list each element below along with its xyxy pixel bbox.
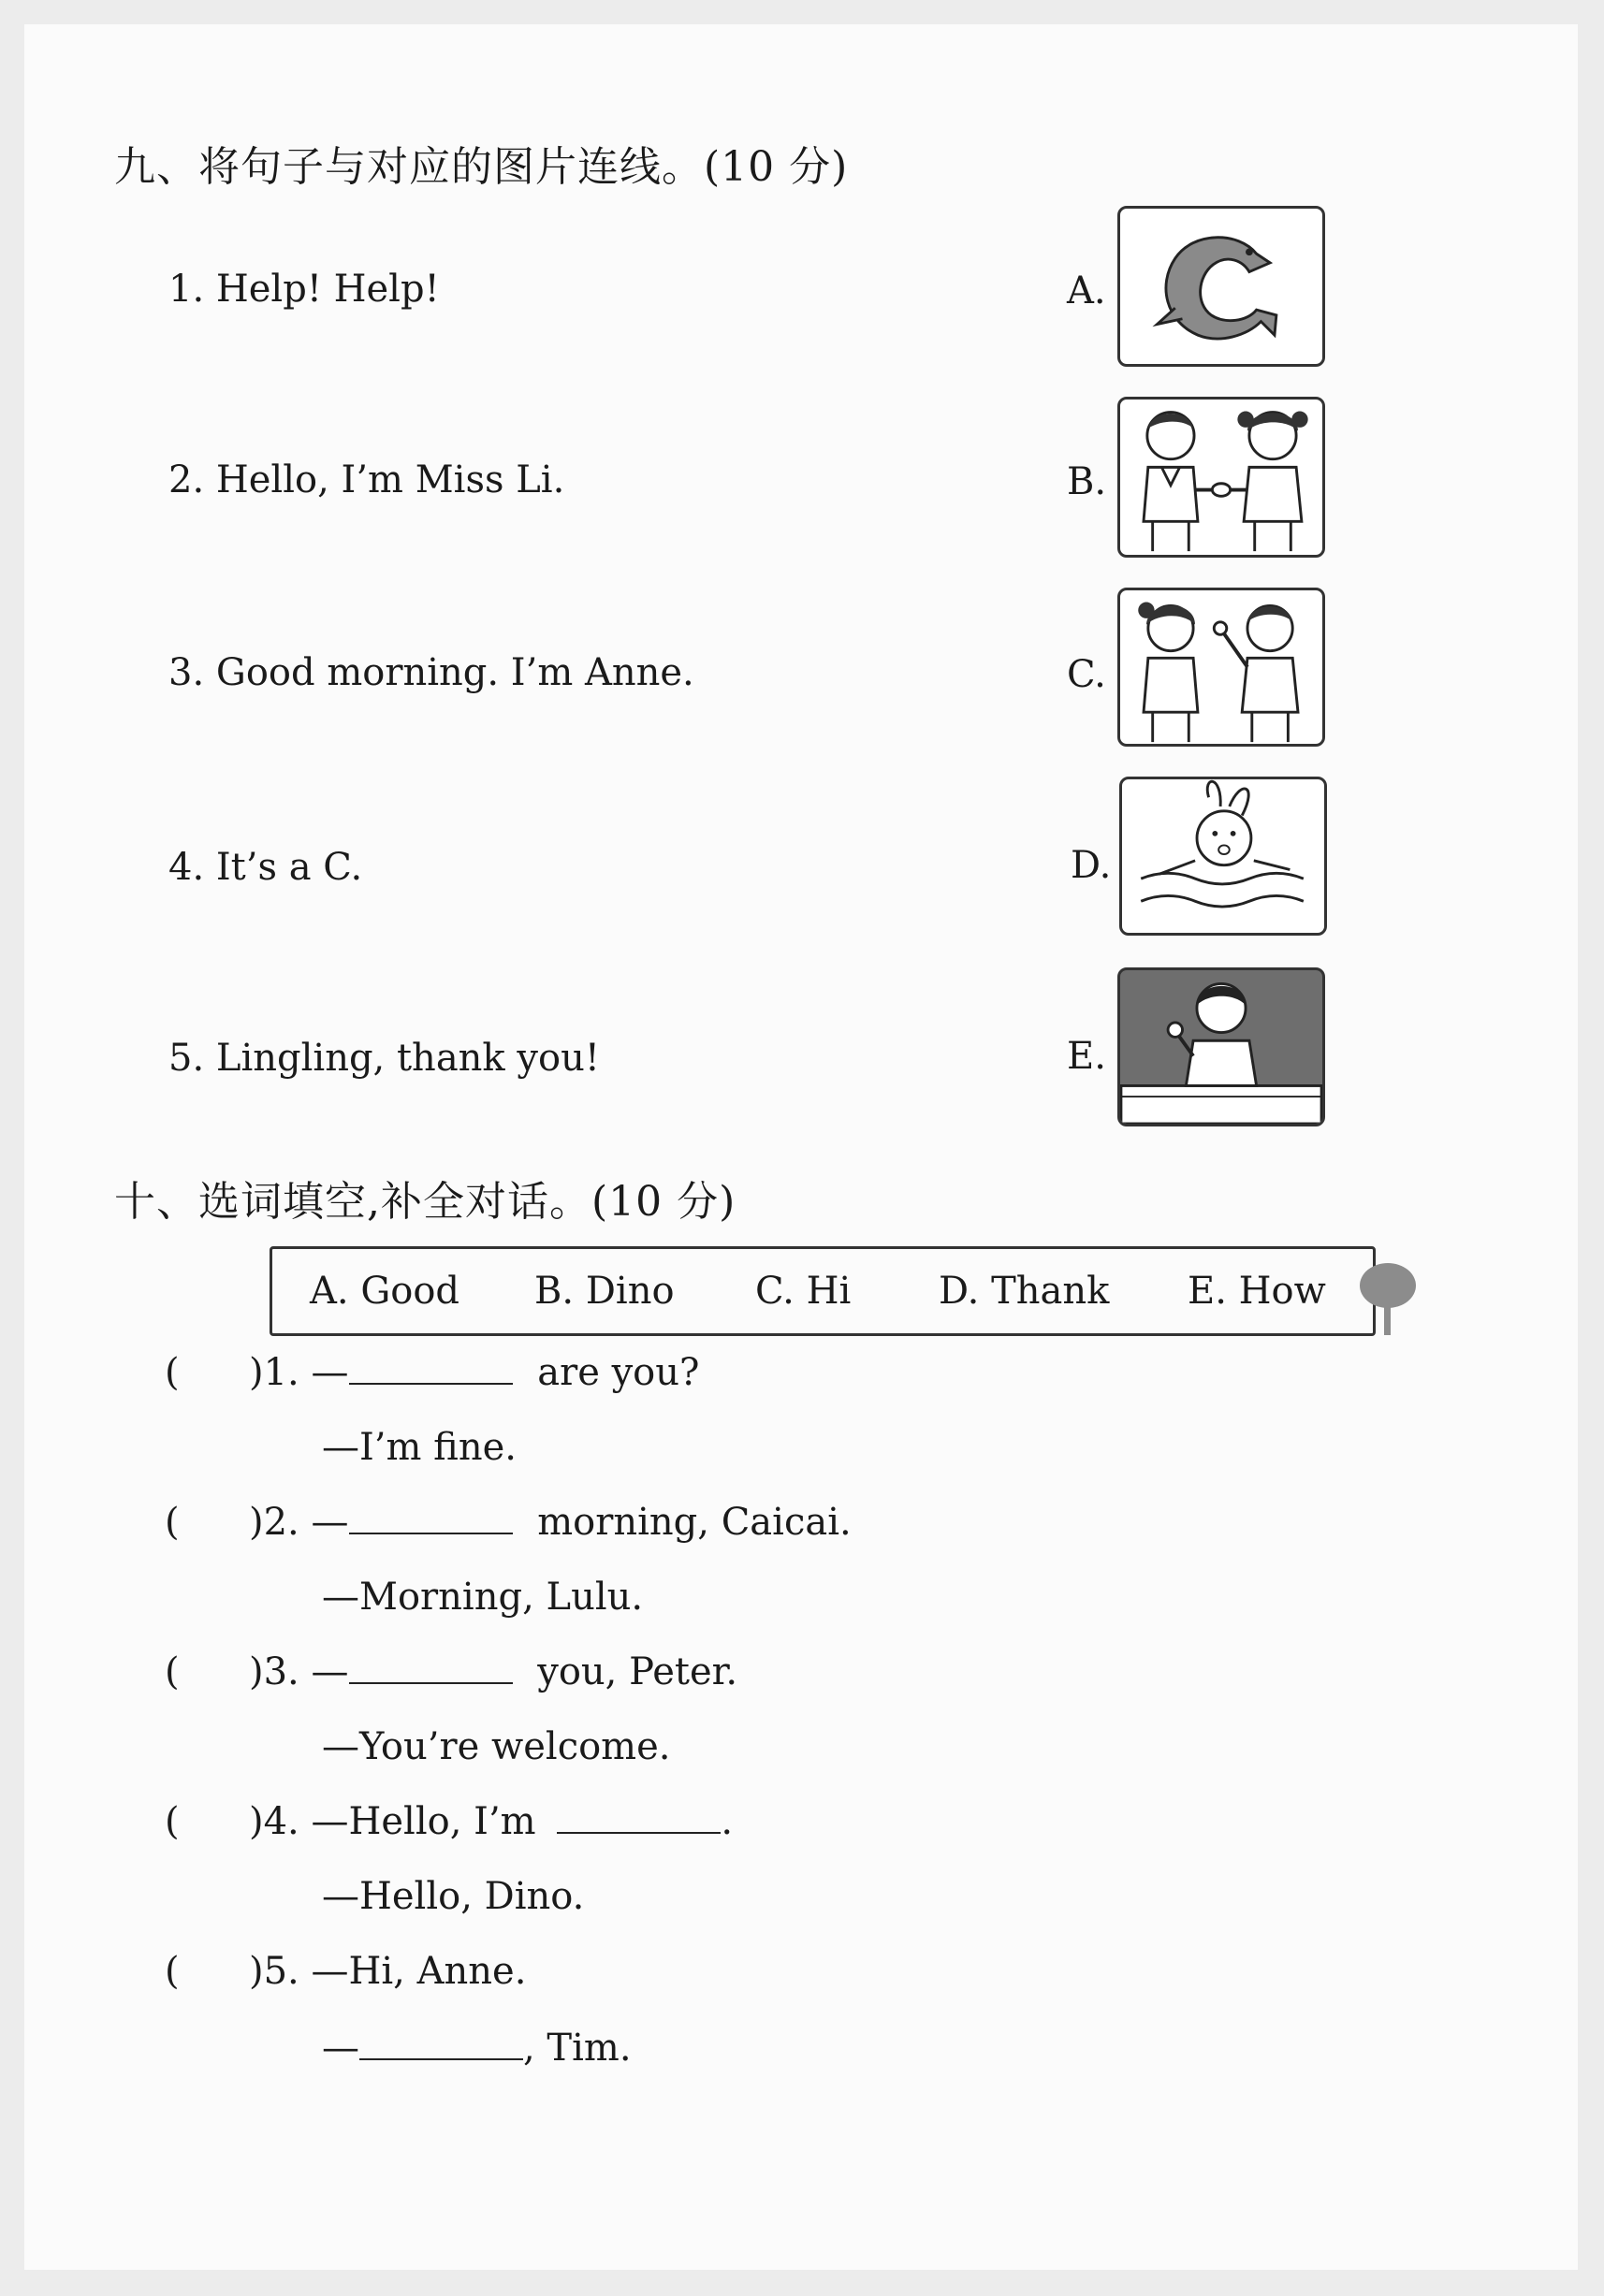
sentence-3: 3. Good morning. I’m Anne. [168, 651, 694, 694]
question-5-line-a [249, 1950, 526, 1993]
blank-2[interactable] [349, 1501, 513, 1534]
rabbit-in-water-icon [1122, 779, 1324, 933]
question-1-dash: — [311, 1351, 349, 1394]
question-3-text: you, Peter. [537, 1650, 738, 1693]
sentence-4: 4. It’s a C. [168, 846, 363, 889]
picture-label-d: D. [1071, 844, 1112, 887]
answer-paren-4[interactable]: ( [165, 1800, 180, 1843]
question-4-line-a [249, 1800, 733, 1843]
blank-1[interactable] [349, 1351, 513, 1385]
greeting-children-icon [1120, 590, 1322, 744]
question-5-reply [322, 2027, 632, 2070]
letter-c-fish-icon [1120, 209, 1322, 364]
question-4-number: )4. [249, 1800, 299, 1843]
question-1-text: are you? [537, 1351, 700, 1394]
sentence-2: 2. Hello, I’m Miss Li. [168, 458, 565, 501]
question-5-number: )5. [249, 1950, 299, 1993]
picture-label-e: E. [1067, 1035, 1106, 1078]
question-5-reply-dash: — [322, 2027, 359, 2070]
sentence-5: 5. Lingling, thank you! [168, 1037, 600, 1080]
question-4-text: —Hello, I’m [311, 1800, 536, 1843]
option-d: D. Thank [939, 1270, 1110, 1313]
question-4-period: . [721, 1800, 734, 1843]
worksheet-page [24, 24, 1578, 2270]
blank-4[interactable] [557, 1800, 721, 1834]
question-1-line-a [249, 1351, 699, 1394]
section-9-title: 九、将句子与对应的图片连线。(10 分) [114, 143, 849, 191]
handshake-icon [1120, 400, 1322, 555]
question-2-number: )2. [249, 1501, 299, 1544]
question-3-number: )3. [249, 1650, 299, 1693]
question-1-number: )1. [249, 1351, 299, 1394]
question-2-reply: —Morning, Lulu. [322, 1576, 644, 1619]
picture-label-b: B. [1067, 460, 1107, 503]
answer-paren-2[interactable]: ( [165, 1501, 180, 1544]
answer-paren-3[interactable]: ( [165, 1650, 180, 1693]
question-2-dash: — [311, 1501, 349, 1544]
picture-e-teacher [1117, 967, 1325, 1126]
question-4-reply: —Hello, Dino. [322, 1875, 585, 1918]
question-5-reply-text: , Tim. [523, 2027, 632, 2070]
picture-b-handshake [1117, 397, 1325, 558]
question-3-dash: — [311, 1650, 349, 1693]
section-10-title: 十、选词填空,补全对话。(10 分) [114, 1178, 736, 1226]
teacher-blackboard-icon [1120, 970, 1322, 1124]
option-b: B. Dino [534, 1270, 675, 1313]
tree-icon [1355, 1257, 1421, 1342]
blank-5[interactable] [359, 2027, 523, 2060]
answer-paren-1[interactable]: ( [165, 1351, 180, 1394]
option-e: E. How [1188, 1270, 1326, 1313]
picture-c-greeting [1117, 588, 1325, 747]
question-5-text: —Hi, Anne. [311, 1950, 527, 1993]
blank-3[interactable] [349, 1650, 513, 1684]
question-2-line-a [249, 1501, 852, 1544]
picture-label-a: A. [1067, 269, 1106, 312]
question-1-reply: —I’m fine. [322, 1426, 517, 1469]
option-a: A. Good [310, 1270, 460, 1313]
picture-a-letter-c [1117, 206, 1325, 367]
question-2-text: morning, Caicai. [537, 1501, 852, 1544]
word-options-box [270, 1246, 1376, 1336]
picture-label-c: C. [1067, 653, 1106, 696]
sentence-1: 1. Help! Help! [168, 268, 440, 311]
picture-d-rabbit-swimming [1119, 777, 1327, 936]
question-3-line-a [249, 1650, 737, 1693]
answer-paren-5[interactable]: ( [165, 1950, 180, 1993]
question-3-reply: —You’re welcome. [322, 1725, 671, 1768]
option-c: C. Hi [755, 1270, 852, 1313]
